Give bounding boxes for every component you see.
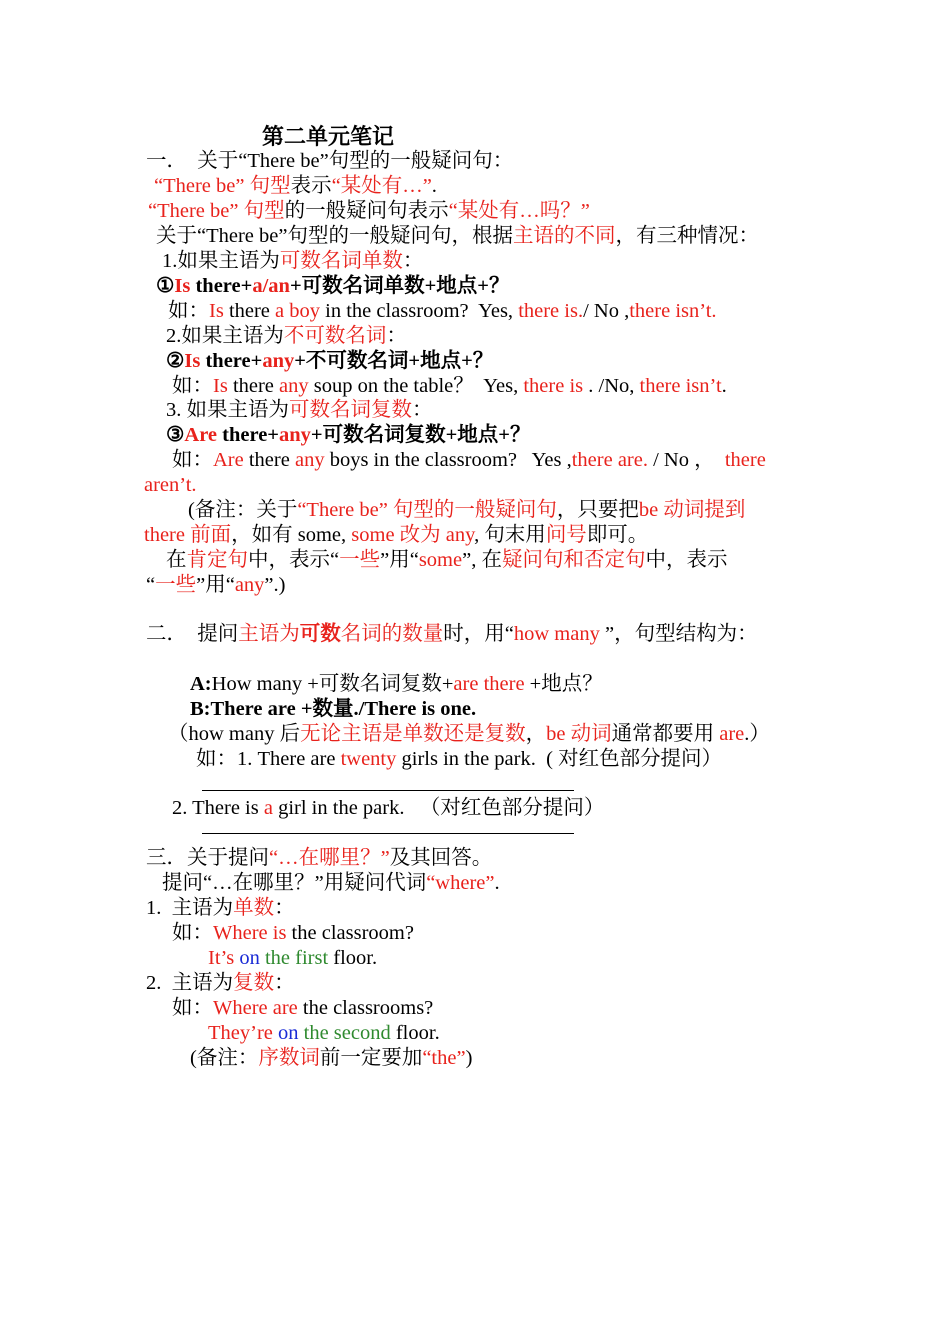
text-run: girl in the park. （对红色部分提问） [272,797,605,819]
text-run: any [234,574,265,596]
text-run: ② [166,350,185,372]
text-run: 一． 关于“There be”句型的一般疑问句： [146,150,514,172]
note-line [190,1046,472,1071]
text-run: Where are [213,997,298,1019]
text-run: be 动词 [546,723,612,745]
text-run: , 句末用 [474,524,546,546]
text-run: Are [184,424,218,446]
text-run: Is [213,375,228,397]
text-run: 如：1. There are [196,748,341,770]
section-2-heading [146,622,758,647]
text-run: 时，用“ [443,623,514,645]
text-run: . [431,175,437,197]
text-run: 如： [172,922,213,944]
formula-line [166,423,530,448]
text-run: a boy [275,300,321,322]
text-line [166,398,433,423]
text-run: 序数词 [258,1047,320,1069]
text-run: the classroom? [286,922,414,944]
text-run: ”，句型结构为： [599,623,758,645]
text-run: ： [402,250,424,272]
text-run: 及其回答。 [389,847,493,869]
text-run: 疑问句和否定句 [501,549,646,571]
formula-line [190,672,603,697]
example-line [172,996,433,1021]
text-run: any [294,449,325,471]
text-run: on [272,1022,299,1044]
text-run: 三．关于提问 [146,847,269,869]
text-run: boys in the classroom? Yes , [324,449,572,471]
text-run: +可数名词单数+地点+？ [289,275,510,297]
text-run: 表示 [290,175,332,197]
text-run: 问号 [545,524,587,546]
text-run: “There be” 句型的一般疑问句 [297,499,557,521]
text-run: a [263,797,273,819]
text-run: ： [412,399,433,421]
text-run: “某处有…” [331,175,432,197]
text-run: 单数 [233,897,275,919]
text-run: （how many 后 [168,723,301,745]
note-line [188,498,745,523]
text-line [162,871,500,896]
text-run: 名词的数量 [340,623,444,645]
note-line [144,523,648,548]
text-run: “the” [422,1047,466,1069]
text-run: 3. 如果主语为 [166,399,289,421]
text-run: 主语的不同 [512,225,616,247]
note-line [166,548,727,573]
text-run: ”.) [264,574,286,596]
text-run: ： [386,325,407,347]
text-run: “…在哪里？” [269,847,390,869]
text-run: Where is [213,922,287,944]
text-run: soup on the table？ Yes, [308,375,524,397]
formula-line [156,274,509,299]
text-line [146,896,295,921]
text-run: 如： [172,997,213,1019]
exercise-line [196,747,722,772]
text-run: 即可。 [586,524,649,546]
text-run: 如： [172,449,213,471]
text-run: 中，表示 [645,549,728,571]
text-line [166,324,407,349]
text-run: are [719,723,745,745]
text-run: aren’t. [144,474,197,496]
text-run: 如： [168,300,209,322]
text-run: 主语为 [238,623,300,645]
text-run: there is [523,375,584,397]
section-1-heading [146,149,513,174]
text-run: there is. [518,300,584,322]
text-run: some [418,549,463,571]
text-run: . [494,872,500,894]
example-line [172,921,414,946]
text-run: there [243,449,295,471]
text-run: 中，表示“ [248,549,340,571]
text-run: 在 [166,549,187,571]
text-run: are there [453,673,525,695]
text-run: there+ [200,350,263,372]
text-run: 关于“There be”句型的一般疑问句，根据 [156,225,513,247]
text-run: in the classroom? Yes, [320,300,519,322]
text-run: ，有三种情况： [615,225,759,247]
text-line [162,249,423,274]
text-run: “ [146,574,156,596]
text-run: floor. [328,947,378,969]
text-run: 通常都要用 [611,723,720,745]
text-run: any [279,424,311,446]
text-run: some 改为 any [351,524,475,546]
text-run: “There be” 句型 [154,175,291,197]
text-run: there [223,300,276,322]
text-run: . [721,375,727,397]
text-run: there+ [190,275,253,297]
text-run: 提问“…在哪里？”用疑问代词 [162,872,427,894]
text-run: How many +可数名词复数+ [211,673,454,695]
text-run: 1. 主语为 [146,897,234,919]
text-run: the classrooms? [297,997,434,1019]
text-run: there [724,449,766,471]
text-run: Are [213,449,244,471]
text-run: ① [156,275,175,297]
text-run: 可数 [299,623,341,645]
text-run: ： [274,972,295,994]
text-line [146,971,295,996]
page-title: 第二单元笔记 [262,124,395,149]
text-run: 一些 [339,549,381,571]
section-3-heading [146,846,492,871]
text-line [154,174,437,199]
text-run: It’s [208,947,235,969]
text-run: girls in the park. ( 对红色部分提问） [396,748,723,770]
text-run: 无论主语是单数还是复数 [300,723,526,745]
formula-line [166,349,493,374]
text-run: there are. [571,449,648,471]
note-line [168,722,770,747]
text-run: the first [259,947,329,969]
text-run: there isn’t [639,375,722,397]
text-run: on [234,947,260,969]
text-run: Is [174,275,191,297]
text-run: . /No, [583,375,640,397]
exercise-line [172,796,604,821]
text-run: ： [274,897,295,919]
example-line [168,299,717,324]
text-run: floor. [390,1022,440,1044]
text-run: (备注： [190,1047,259,1069]
text-run: / No ， [647,449,725,471]
answer-blank [202,833,574,834]
text-run: 可数名词复数 [289,399,412,421]
text-run: a/an [252,275,290,297]
text-run: there [227,375,280,397]
text-run: “There be” 句型 [148,200,285,222]
text-run: 不可数名词 [283,325,387,347]
text-run: 肯定句 [186,549,248,571]
text-line [144,473,197,498]
text-run: 2. 主语为 [146,972,234,994]
text-run: / No , [583,300,630,322]
text-run: +地点？ [524,673,603,695]
text-run: ”, 在 [462,549,502,571]
example-line [208,946,377,971]
text-run: there+ [217,424,279,446]
text-run: there isn’t. [629,300,717,322]
text-run: Is [184,350,201,372]
text-run: 前一定要加 [319,1047,423,1069]
text-run: 二． 提问 [146,623,239,645]
text-run: ，只要把 [556,499,639,521]
text-run: 2. There is [172,797,264,819]
text-run: ， [525,723,547,745]
text-line [148,199,590,224]
text-run: They’re [208,1022,273,1044]
text-run: ”用“ [196,574,235,596]
text-run: twenty [340,748,397,770]
text-run: B:There are +数量./There is one. [190,698,477,720]
text-run: 一些 [155,574,197,596]
note-line [146,573,285,598]
text-run: +可数名词复数+地点+？ [310,424,531,446]
text-run: 如： [172,375,213,397]
example-line [172,448,766,473]
text-run: 可数名词单数 [279,250,403,272]
text-run: 复数 [233,972,275,994]
text-run: there 前面 [144,524,232,546]
text-run: the second [298,1022,391,1044]
text-run: +不可数名词+地点+？ [294,350,494,372]
text-run: be 动词提到 [638,499,746,521]
text-run: Is [209,300,224,322]
text-run: how many [513,623,600,645]
text-run: ”用“ [380,549,419,571]
text-run: any [262,350,295,372]
text-run: 2.如果主语为 [166,325,284,347]
example-line [172,374,727,399]
text-run: 1.如果主语为 [162,250,280,272]
text-run: 的一般疑问句表示 [284,200,449,222]
text-run: ) [465,1047,473,1069]
answer-blank [202,790,574,791]
text-run: A: [190,673,212,695]
text-run: .） [744,723,770,745]
formula-line [190,697,476,722]
text-run: “某处有…吗？” [448,200,590,222]
example-line [208,1021,440,1046]
text-run: any [279,375,309,397]
text-run: (备注：关于 [188,499,298,521]
text-line [156,224,759,249]
text-run: ③ [166,424,185,446]
text-run: “where” [426,872,495,894]
text-run: ，如有 some, [231,524,352,546]
